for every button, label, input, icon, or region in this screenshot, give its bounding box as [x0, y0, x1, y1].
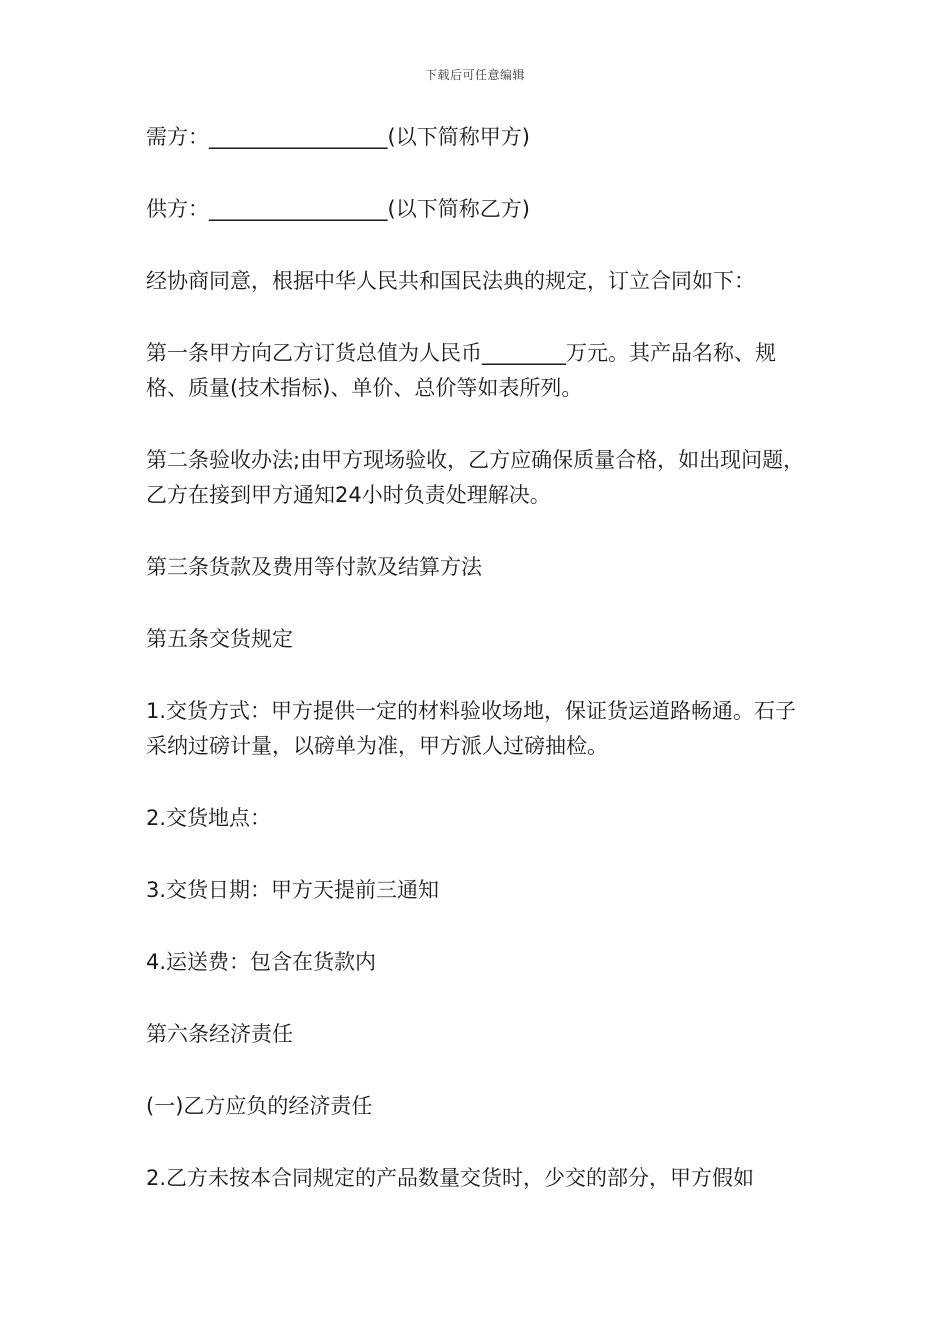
article-3-heading: 第三条货款及费用等付款及结算方法	[146, 555, 482, 579]
header-note: 下载后可任意编辑	[424, 68, 525, 82]
article-1-paragraph: 第一条甲方向乙方订货总值为人民币________万元。其产品名称、规格、质量(技术指标)、单价、总价等如表所列。	[146, 341, 776, 400]
delivery-method-paragraph: 1.交货方式：甲方提供一定的材料验收场地，保证货运道路畅通。石子采纳过磅计量，以磅单为准，甲方派人过磅抽检。	[146, 699, 797, 758]
article-5-heading: 第五条交货规定	[146, 627, 293, 651]
article-6-heading: 第六条经济责任	[146, 1022, 293, 1046]
party-demand-line: 需方：_________________(以下简称甲方)	[146, 125, 530, 149]
delivery-date-paragraph: 3.交货日期：甲方天提前三通知	[146, 878, 440, 902]
preamble-paragraph: 经协商同意，根据中华人民共和国民法典的规定，订立合同如下：	[146, 269, 755, 293]
shortage-clause-paragraph: 2.乙方未按本合同规定的产品数量交货时，少交的部分，甲方假如	[146, 1166, 755, 1190]
party-supply-line: 供方：_________________(以下简称乙方)	[146, 197, 530, 221]
delivery-location-paragraph: 2.交货地点：	[146, 806, 272, 830]
shipping-fee-paragraph: 4.运送费：包含在货款内	[146, 950, 377, 974]
article-2-paragraph: 第二条验收办法;由甲方现场验收，乙方应确保质量合格，如出现问题，乙方在接到甲方通知24小时负责处理解决。	[146, 448, 805, 507]
document-body	[146, 120, 814, 1233]
supplier-liability-heading: (一)乙方应负的经济责任	[146, 1094, 373, 1118]
